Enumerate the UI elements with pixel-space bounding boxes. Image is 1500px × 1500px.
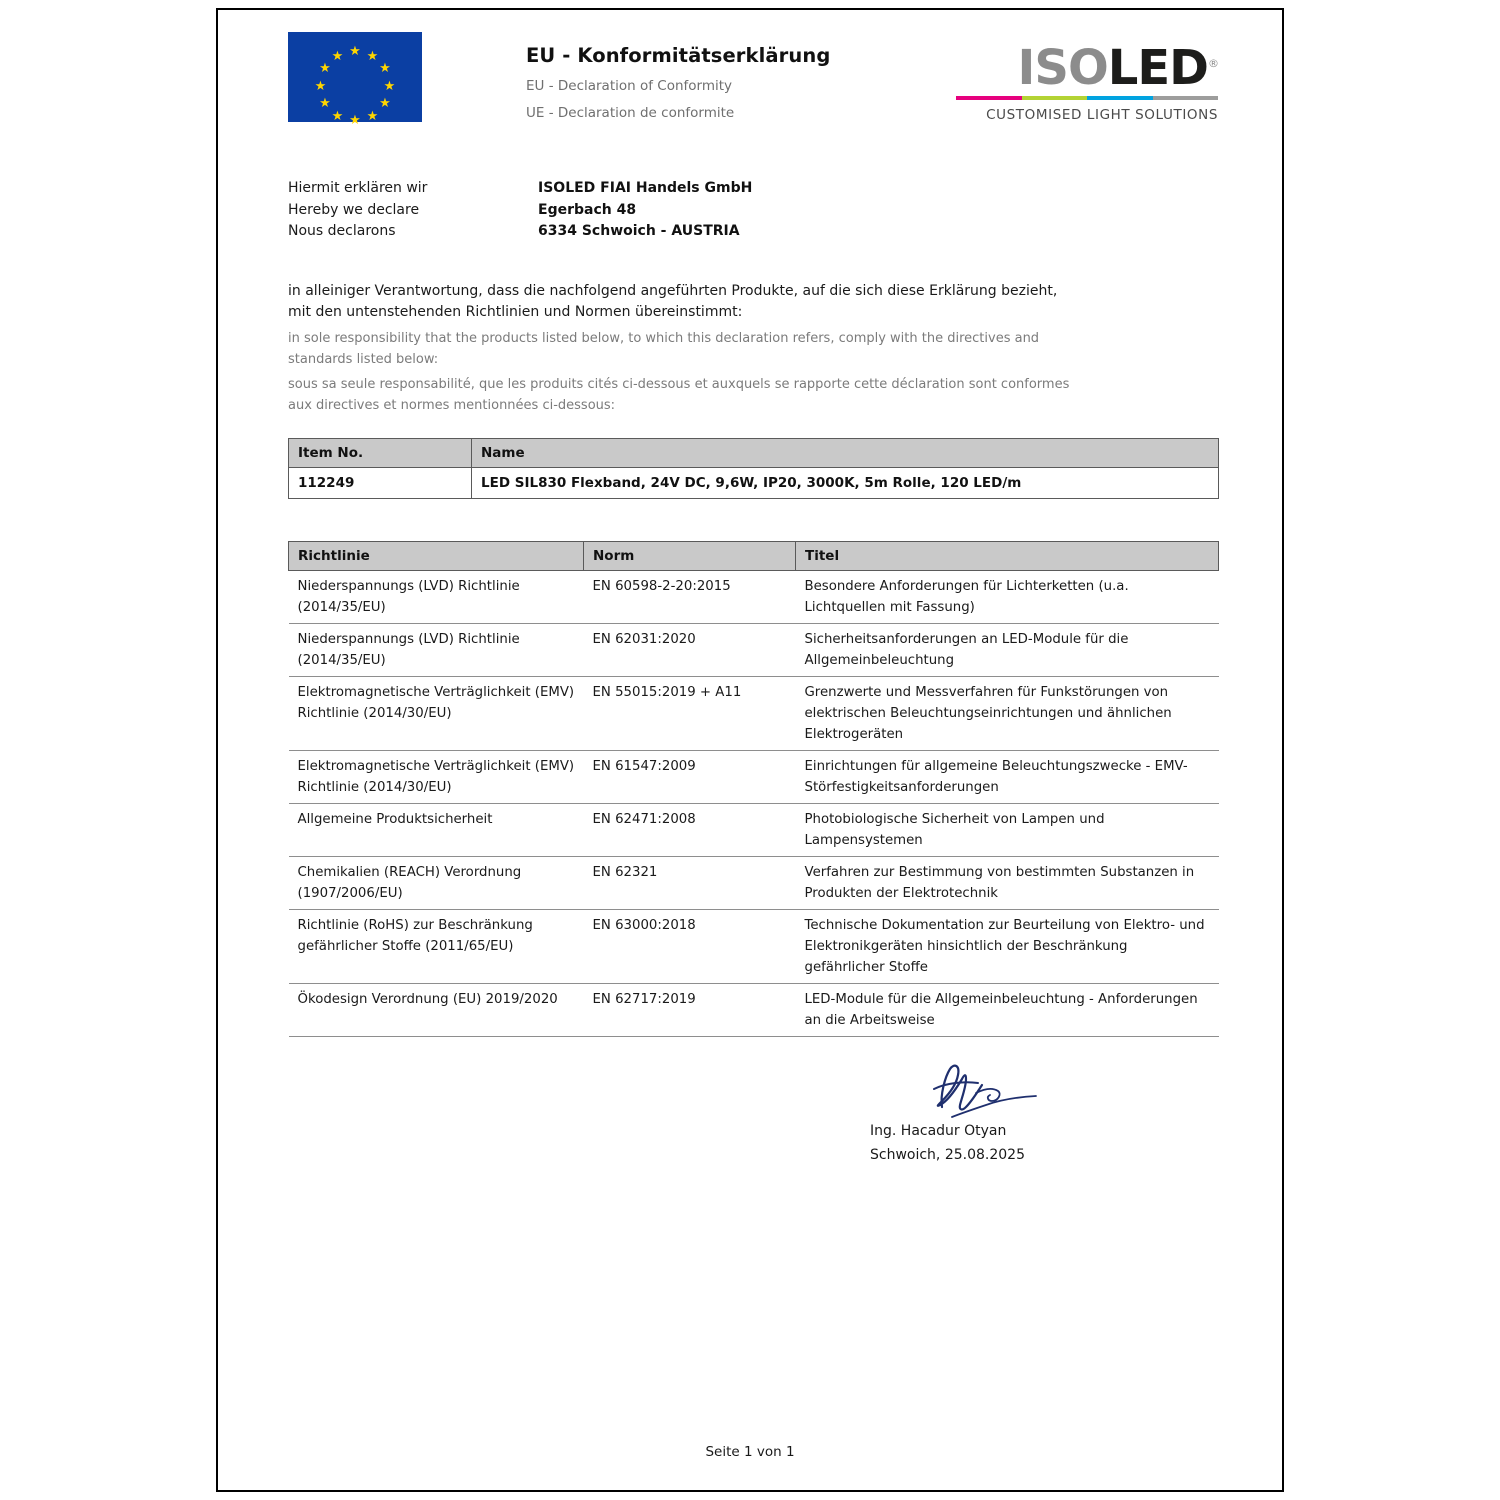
table-row — [289, 983, 1219, 1036]
norms-title: LED-Module für die Allgemeinbeleuchtung - Anforderungen an die Arbeitsweise — [796, 983, 1219, 1036]
title-block — [526, 28, 946, 121]
signature-place-date: Schwoich, 25.08.2025 — [870, 1146, 1025, 1163]
responsibility-de: in alleiniger Verantwortung, dass die nachfolgend angeführten Produkte, auf die sich diese Erklärung bezieht, mit den untenstehenden Richtlinien und Normen übereinstimmt: — [288, 282, 1058, 320]
declaration-labels — [288, 178, 538, 243]
norms-title: Einrichtungen für allgemeine Beleuchtungszwecke - EMV-Störfestigkeitsanforderungen — [796, 750, 1219, 803]
page-footer: Seite 1 von 1 — [705, 1444, 795, 1460]
table-header-row — [289, 438, 1219, 467]
page-title: EU - Konformitätserklärung — [526, 44, 831, 67]
norms-directive: Elektromagnetische Verträglichkeit (EMV) Richtlinie (2014/30/EU) — [289, 750, 584, 803]
norms-title: Photobiologische Sicherheit von Lampen und Lampensystemen — [796, 803, 1219, 856]
document-page — [216, 8, 1284, 1492]
table-row — [289, 467, 1219, 498]
declaration-block — [288, 178, 1218, 243]
isoled-logo — [946, 38, 1218, 123]
company-street: Egerbach 48 — [538, 201, 637, 218]
signature-image — [890, 1055, 1120, 1125]
company-city: 6334 Schwoich - AUSTRIA — [538, 223, 740, 239]
table-row — [289, 909, 1219, 983]
product-name: LED SIL830 Flexband, 24V DC, 9,6W, IP20, 3000K, 5m Rolle, 120 LED/m — [472, 467, 1219, 498]
responsibility-fr: sous sa seule responsabilité, que les produits cités ci-dessous et auxquels se rapporte cette déclaration sont conformes aux directives et normes mentionnées ci-dessous: — [288, 376, 1070, 413]
norms-directive: Richtlinie (RoHS) zur Beschränkung gefährlicher Stoffe (2011/65/EU) — [289, 909, 584, 983]
norms-standard: EN 55015:2019 + A11 — [584, 676, 796, 750]
declare-label-fr: Nous declarons — [288, 223, 396, 239]
responsibility-en: in sole responsibility that the products listed below, to which this declaration refers, comply with the directives and standards listed below: — [288, 330, 1040, 367]
norms-title: Grenzwerte und Messverfahren für Funkstörungen von elektrischen Beleuchtungseinrichtungen und ähnlichen Elektrogeräten — [796, 676, 1219, 750]
table-row — [289, 623, 1219, 676]
norms-standard: EN 62031:2020 — [584, 623, 796, 676]
table-row — [289, 750, 1219, 803]
table-row — [289, 856, 1219, 909]
norms-standard: EN 61547:2009 — [584, 750, 796, 803]
page-title-en: EU - Declaration of Conformity — [526, 78, 733, 94]
eu-flag-icon: ★ ★ ★ ★ ★ ★ ★ ★ ★ ★ ★ ★ — [288, 32, 422, 122]
table-row — [289, 803, 1219, 856]
table-row — [289, 570, 1219, 623]
logo-led-text: LED — [1107, 40, 1208, 96]
norms-directive: Ökodesign Verordnung (EU) 2019/2020 — [289, 983, 584, 1036]
responsibility-block — [288, 281, 1218, 416]
logo-color-bars — [956, 96, 1218, 100]
product-col-item-no: Item No. — [289, 438, 472, 467]
page-content — [288, 28, 1218, 1183]
norms-title: Verfahren zur Bestimmung von bestimmten Substanzen in Produkten der Elektrotechnik — [796, 856, 1219, 909]
norms-title: Technische Dokumentation zur Beurteilung von Elektro- und Elektronikgeräten hinsichtlich der Beschränkung gefährlicher Stoffe — [796, 909, 1219, 983]
declaration-company — [538, 178, 752, 243]
logo-iso-text: ISO — [1017, 40, 1108, 96]
logo-registered-mark: ® — [1208, 57, 1218, 70]
norms-directive: Niederspannungs (LVD) Richtlinie (2014/35/EU) — [289, 623, 584, 676]
table-header-row — [289, 541, 1219, 570]
company-name: ISOLED FIAI Handels GmbH — [538, 180, 753, 196]
declare-label-en: Hereby we declare — [288, 201, 420, 218]
norms-directive: Niederspannungs (LVD) Richtlinie (2014/35/EU) — [289, 570, 584, 623]
signature-block — [870, 1063, 1218, 1183]
norms-col-norm: Norm — [584, 541, 796, 570]
norms-col-titel: Titel — [796, 541, 1219, 570]
product-item-no: 112249 — [289, 467, 472, 498]
product-table — [288, 438, 1219, 499]
norms-standard: EN 62321 — [584, 856, 796, 909]
norms-standard: EN 60598-2-20:2015 — [584, 570, 796, 623]
document-header — [288, 28, 1218, 138]
declare-label-de: Hiermit erklären wir — [288, 180, 428, 196]
norms-directive: Chemikalien (REACH) Verordnung (1907/2006/EU) — [289, 856, 584, 909]
norms-standard: EN 63000:2018 — [584, 909, 796, 983]
logo-tagline: CUSTOMISED LIGHT SOLUTIONS — [986, 107, 1218, 123]
logo-wordmark — [946, 38, 1218, 94]
product-col-name: Name — [472, 438, 1219, 467]
norms-directive: Allgemeine Produktsicherheit — [289, 803, 584, 856]
norms-standard: EN 62471:2008 — [584, 803, 796, 856]
norms-col-richtlinie: Richtlinie — [289, 541, 584, 570]
table-row — [289, 676, 1219, 750]
norms-title: Sicherheitsanforderungen an LED-Module für die Allgemeinbeleuchtung — [796, 623, 1219, 676]
norms-title: Besondere Anforderungen für Lichterketten (u.a. Lichtquellen mit Fassung) — [796, 570, 1219, 623]
norms-standard: EN 62717:2019 — [584, 983, 796, 1036]
signatory-name: Ing. Hacadur Otyan — [870, 1122, 1007, 1139]
page-title-fr: UE - Declaration de conformite — [526, 105, 735, 121]
norms-table — [288, 541, 1219, 1037]
norms-directive: Elektromagnetische Verträglichkeit (EMV) Richtlinie (2014/30/EU) — [289, 676, 584, 750]
